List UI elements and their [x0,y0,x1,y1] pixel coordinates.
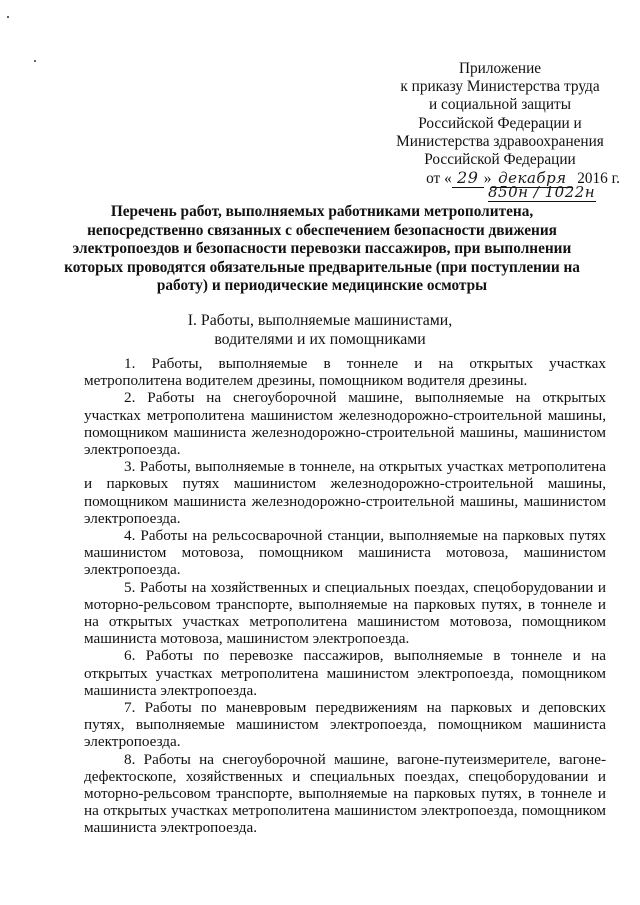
document-body [84,355,606,837]
title-line: электропоездов и безопасности перевозки пассажиров, при выполнении [72,240,572,258]
appendix-line: Приложение [458,60,542,77]
paragraph-item: 6. Работы по перевозке пассажиров, выполняемые в тоннеле и на открытых участках метрополитена машинистом электропоезда, помощником машиниста электропоезда. [84,647,606,699]
paragraph-item: 4. Работы на рельсосварочной станции, выполняемые на парковых путях машинистом мотовоза, помощником машиниста мотовоза, машинистом электропоезда. [84,527,606,579]
date-prefix: от « [426,170,452,188]
appendix-line: Российской Федерации [424,151,576,169]
paragraph-item: 3. Работы, выполняемые в тоннеле, на открытых участках метрополитена и парковых путях машинистом железнодорожно-строительной машины, помощником машиниста железнодорожно-строительной машины, машинистом электропоезда. [84,458,606,527]
appendix-line: Российской Федерации и [418,114,582,132]
appendix-line: к приказу Министерства труда [400,78,600,96]
date-month-handwritten: декабря [491,169,573,188]
paragraph-item: 2. Работы на снегоуборочной машине, выполняемые на открытых участках метрополитена машинистом железнодорожно-строительной машины, помощником машиниста железнодорожно-строительной машины, машинистом электропоезда. [84,389,606,459]
paragraph-item: 7. Работы по маневровым передвижениям на парковых и деповских путях, выполняемые машинистом электропоезда, помощником машиниста электропоезда. [84,699,606,751]
title-line: Перечень работ, выполняемых работниками метрополитена, [110,203,534,220]
section-heading-line: водителями и их помощниками [214,330,426,348]
title-line: которых проводятся обязательные предварительные (при поступлении на [64,258,580,276]
scan-speck [34,60,36,62]
section-heading [120,312,520,349]
date-year: 2016 г. [577,170,620,188]
title-line: непосредственно связанных с обеспечением безопасности движения [87,221,557,239]
date-mid: » [483,170,492,188]
order-number [488,183,598,202]
paragraph-item: 5. Работы на хозяйственных и специальных поездах, спецоборудовании и моторно-рельсовом транспорте, выполняемые на парковых путях, в тоннеле и на открытых участках метрополитена машинистом мотовоза, помощником машиниста мотовоза, машинистом электропоезда. [84,578,606,648]
paragraph-item: 8. Работы на снегоуборочной машине, вагоне-путеизмерителе, вагоне-дефектоскопе, хозяйственных и специальных поездах, спецоборудовании и моторно-рельсовом транспорте, выполняемые на парковых путях, в тоннеле и на открытых участках метрополитена машинистом электропоезда, помощником машиниста электропоезда. [84,750,606,837]
order-number-underline [488,201,596,202]
order-number-handwritten: 850н / 1022н [488,183,596,201]
section-heading-line: I. Работы, выполняемые машинистами, [187,312,453,329]
paragraph-item: 1. Работы, выполняемые в тоннеле и на открытых участках метрополитена водителем дрезины, помощником водителя дрезины. [84,355,606,390]
appendix-line: и социальной защиты [429,96,571,114]
scan-speck [7,16,9,18]
appendix-block [380,60,620,188]
date-day-handwritten: 29 [452,169,484,188]
appendix-line: Министерства здравоохранения [396,132,604,150]
title-line: работу) и периодические медицинские осмотры [156,277,488,295]
document-title [38,203,606,296]
